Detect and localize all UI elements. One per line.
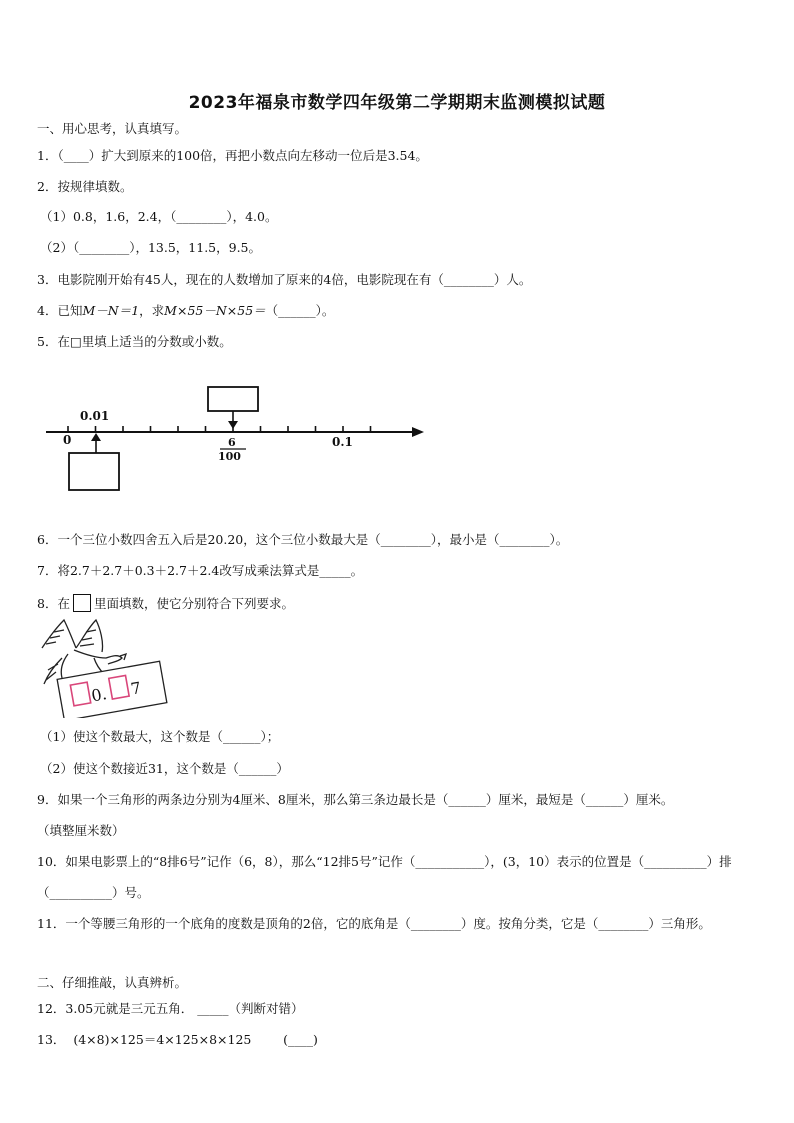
question-3: 3．电影院刚开始有45人，现在的人数增加了原来的4倍，电影院现在有（________）人。	[37, 272, 532, 287]
blank-box-icon	[73, 594, 91, 612]
answer-box-top	[208, 387, 258, 411]
question-2-part-1: （1）0.8，1.6，2.4，（________），4.0。	[40, 209, 278, 224]
answer-box-bottom	[69, 453, 119, 490]
question-1: 1．（____）扩大到原来的100倍，再把小数点向左移动一位后是3.54。	[37, 148, 428, 163]
question-4-prefix: 4．已知	[37, 303, 83, 318]
question-2-part-2: （2）（________），13.5，11.5，9.5。	[40, 240, 261, 255]
question-4-expression-given: M－N＝1	[82, 303, 140, 318]
question-13: 13． (4×8)×125＝4×125×8×125 (____)	[37, 1032, 318, 1047]
label-fraction-denominator: 100	[218, 450, 241, 463]
question-4-middle: ，求	[139, 303, 165, 318]
question-11: 11．一个等腰三角形的一个底角的度数是顶角的2倍，它的底角是（________）度。按角分类，它是（________）三角形。	[37, 916, 711, 931]
section-heading-1: 一、用心思考，认真填写。	[37, 121, 188, 136]
question-8-part-2: （2）使这个数接近31，这个数是（______）	[40, 761, 289, 776]
question-7: 7．将2.7＋2.7＋0.3＋2.7＋2.4改写成乘法算式是_____。	[37, 563, 364, 578]
number-card	[57, 661, 167, 718]
label-0-01: 0.01	[80, 409, 110, 423]
question-8-suffix: 里面填数，使它分别符合下列要求。	[93, 596, 294, 611]
label-0: 0	[63, 433, 72, 447]
question-8-prefix: 8．在	[37, 596, 70, 611]
question-12: 12．3.05元就是三元五角． _____（判断对错）	[37, 1001, 304, 1016]
number-line-arrowhead	[412, 427, 424, 437]
question-4-expression-asked: M×55－N×55＝	[164, 303, 266, 318]
question-8	[37, 594, 294, 612]
section-heading-2: 二、仔细推敲，认真辨析。	[37, 975, 188, 990]
question-10: 10．如果电影票上的“8排6号”记作（6，8），那么“12排5号”记作（___________），(3，10）表示的位置是（__________）排（__________）号。	[37, 854, 732, 900]
question-4	[37, 303, 334, 319]
question-2: 2．按规律填数。	[37, 179, 133, 194]
pointer-arrow-top	[228, 421, 238, 429]
question-6: 6．一个三位小数四舍五入后是20.20，这个三位小数最大是（________），最小是（________）。	[37, 532, 569, 547]
card-text-seven: 7	[129, 678, 143, 699]
card-text-zero: 0.	[89, 684, 109, 706]
question-9-note: （填整厘米数）	[37, 823, 125, 838]
label-fraction-numerator: 6	[228, 436, 236, 449]
question-4-blank: （______）。	[265, 303, 335, 318]
question-8-part-1: （1）使这个数最大，这个数是（______）；	[40, 729, 280, 744]
label-0-1: 0.1	[332, 435, 353, 449]
pointer-arrow-bottom	[91, 433, 101, 441]
question-5: 5．在□里填上适当的分数或小数。	[37, 334, 232, 349]
question-9: 9．如果一个三角形的两条边分别为4厘米、8厘米，那么第三条边最长是（______）厘米，最短是（______）厘米。	[37, 792, 674, 807]
bird-card-illustration	[34, 618, 169, 718]
number-line-figure	[40, 380, 430, 495]
page-title: 2023年福泉市数学四年级第二学期期末监测模拟试题	[188, 93, 606, 113]
